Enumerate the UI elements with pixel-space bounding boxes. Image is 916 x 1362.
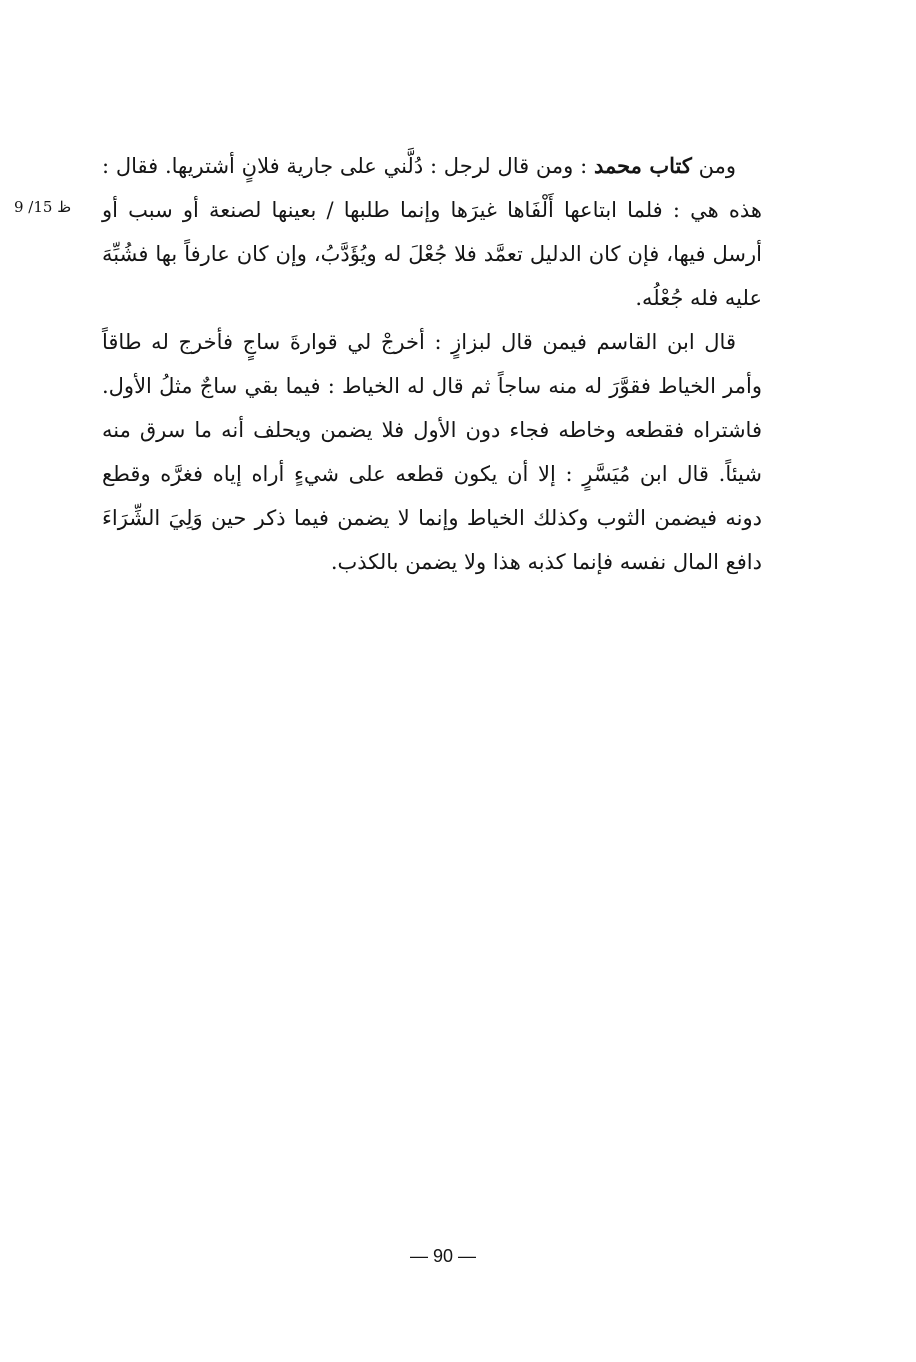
- paragraph-ibn-al-qasim: [102, 320, 762, 584]
- paragraph-1-text: : ومن قال لرجل : دُلَّني على جارية فلانٍ أشتريها. فقال : هذه هي : فلما ابتاعها أَلْفَاها غيرَها وإنما طلبها / بعينها لصنعة أو سبب أو أرسل فيها، فإن كان الدليل تعمَّد فلا جُعْلَ له ويُؤَدَّبُ، وإن كان عارفاً بها فشُبِّهَ عليه فله جُعْلُه.: [102, 154, 762, 310]
- paragraph-1-lead: ومن: [698, 154, 736, 178]
- paragraph-kitab-muhammad: [102, 144, 762, 320]
- paragraph-2-text: قال ابن القاسم فيمن قال لبزازٍ : أخرجْ لي قوارةَ ساجٍ فأخرج له طاقاً وأمر الخياط فقوَّرَ له منه ساجاً ثم قال له الخياط : فيما بقي ساجٌ مثلُ الأول. فاشتراه فقطعه وخاطه فجاء دون الأول فلا يضمن ويحلف أنه ما سرق منه شيئاً. قال ابن مُيَسَّرٍ : إلا أن يكون قطعه على شيءٍ أراه إياه فغرَّه وقطع دونه فيضمن الثوب وكذلك الخياط وإنما لا يضمن فيما ذكر حين وَلِيَ الشِّرَاءَ دافع المال نفسه فإنما كذبه هذا ولا يضمن بالكذب.: [102, 330, 762, 574]
- page-number: — 90 —: [409, 1246, 477, 1266]
- paragraph-1-body: [102, 144, 762, 320]
- source-title: كتاب محمد: [593, 153, 692, 178]
- manuscript-folio-reference: 9 /15 ظ: [14, 198, 72, 216]
